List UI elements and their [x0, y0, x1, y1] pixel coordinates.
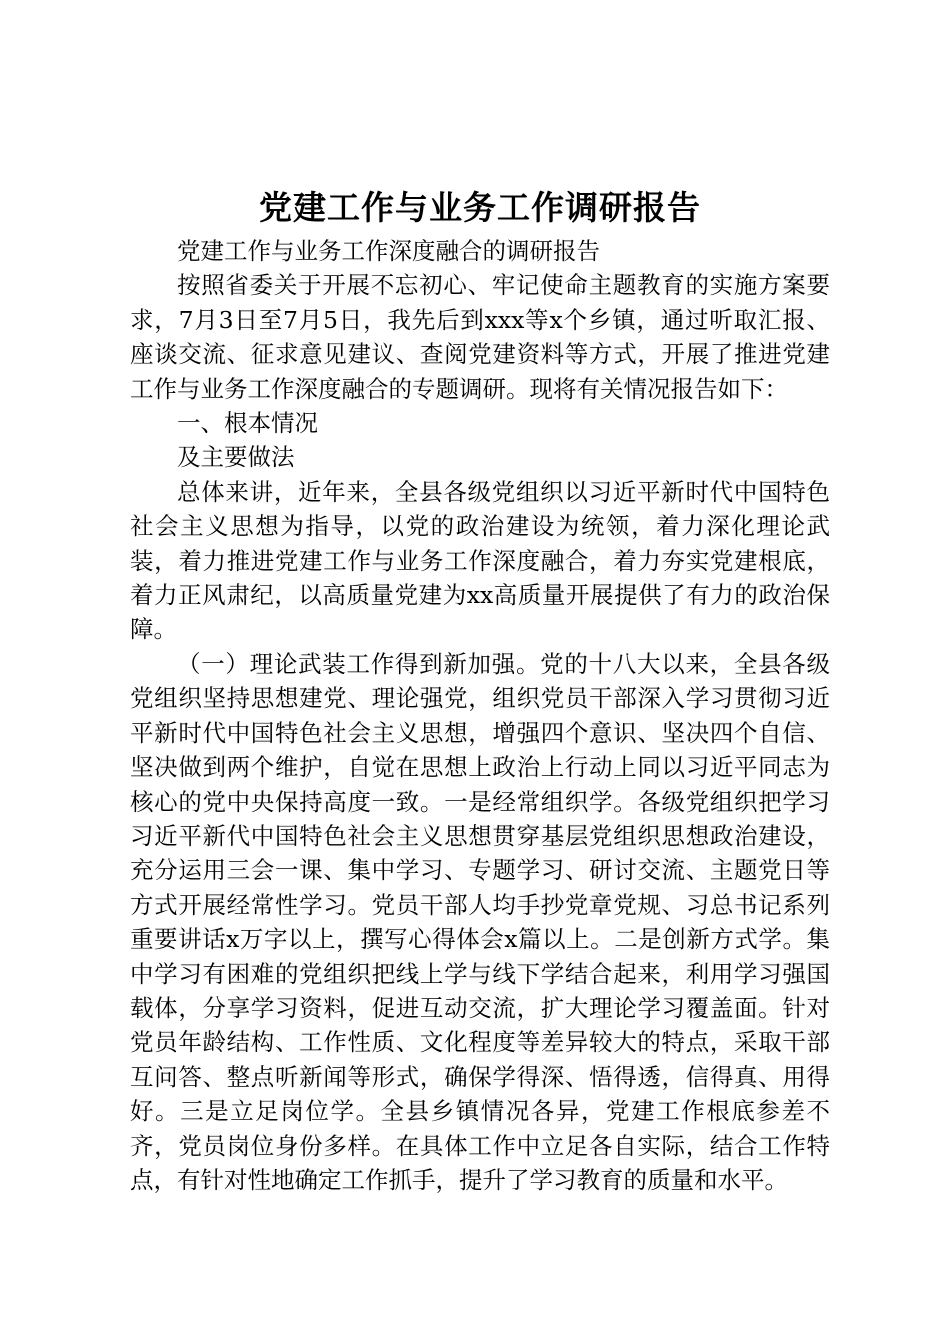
- overview-paragraph: 总体来讲，近年来，全县各级党组织以习近平新时代中国特色社会主义思想为指导，以党的政治建设为统领，着力深化理论武装，着力推进党建工作与业务工作深度融合，着力夯实党建根底，着力正风肃纪，以高质量党建为xx高质量开展提供了有力的政治保障。: [130, 477, 830, 644]
- document-title: 党建工作与业务工作调研报告: [259, 188, 701, 227]
- section-heading-1-continued: 及主要做法: [177, 443, 295, 472]
- document-page: [130, 182, 830, 1197]
- subtitle-paragraph: 党建工作与业务工作深度融合的调研报告: [177, 237, 600, 265]
- theory-paragraph: （一）理论武装工作得到新加强。党的十八大以来，全县各级党组织坚持思想建党、理论强党，组织党员干部深入学习贯彻习近平新时代中国特色社会主义思想，增强四个意识、坚决四个自信、坚决做到两个维护，自觉在思想上政治上行动上同以习近平同志为核心的党中央保持高度一致。一是经常组织学。各级党组织把学习习近平新代中国特色社会主义思想贯穿基层党组织思想政治建设，充分运用三会一课、集中学习、专题学习、研讨交流、主题党日等方式开展经常性学习。党员干部人均手抄党章党规、习总书记系列重要讲话x万字以上，撰写心得体会x篇以上。二是创新方式学。集中学习有困难的党组织把线上学与线下学结合起来，利用学习强国载体，分享学习资料，促进互动交流，扩大理论学习覆盖面。针对党员年龄结构、工作性质、文化程度等差异较大的特点，采取干部互问答、整点听新闻等形式，确保学得深、悟得透，信得真、用得好。三是立足岗位学。全县乡镇情况各异，党建工作根底参差不齐，党员岗位身份多样。在具体工作中立足各自实际，结合工作特点，有针对性地确定工作抓手，提升了学习教育的质量和水平。: [130, 649, 830, 1194]
- intro-paragraph: 按照省委关于开展不忘初心、牢记使命主题教育的实施方案要求，7月3日至7月5日，我先后到xxx等x个乡镇，通过听取汇报、座谈交流、征求意见建议、查阅党建资料等方式，开展了推进党建工作与业务工作深度融合的专题调研。现将有关情况报告如下：: [130, 271, 830, 403]
- section-heading-1: 一、根本情况: [177, 409, 318, 438]
